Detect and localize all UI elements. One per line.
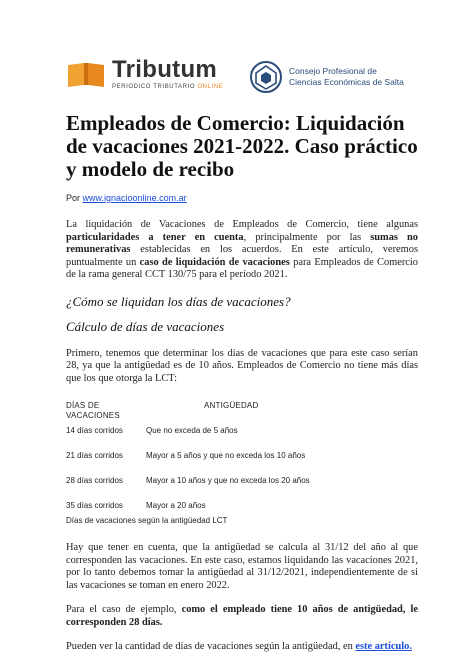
section-heading-calc: Cálculo de días de vacaciones (66, 318, 225, 334)
calc-paragraph: Primero, tenemos que determinar los días de vacaciones que para este caso serían 28, ya que la antigüedad es de 10 años. Empleados de Comercio no tiene más días que los que otorga la LCT: (66, 347, 418, 384)
table-caption: Días de vacaciones según la antigüedad LCT (66, 516, 228, 525)
document-header (66, 58, 426, 102)
cpce-name-line2: Ciencias Económicas de Salta (289, 77, 404, 87)
article-body (66, 112, 418, 654)
tributum-logo (66, 58, 223, 90)
section-heading-how: ¿Cómo se liquidan los días de vacaciones? (66, 293, 291, 309)
article-link[interactable]: este artículo. (355, 641, 412, 652)
table-row: 35 días corridos Mayor a 20 años (66, 501, 206, 510)
cpce-emblem-icon (249, 60, 283, 94)
byline-link[interactable]: www.ignacioonline.com.ar (82, 193, 187, 203)
example-paragraph: Para el caso de ejemplo, como el empleado tiene 10 años de antigüedad, le corresponden 28 días. (66, 604, 418, 628)
byline: Por www.ignacioonline.com.ar (66, 193, 187, 203)
open-book-icon (66, 59, 106, 89)
brand-name: Tributum (112, 56, 218, 83)
brand-tagline: PERIODICO TRIBUTARIO ONLINE (112, 84, 224, 90)
header-days: DÍAS DE VACACIONES (66, 401, 120, 420)
intro-paragraph: La liquidación de Vacaciones de Empleados de Comercio, tiene algunas particularidades a tener en cuenta, principalmente por las sumas no remunerativas establecidas en los acuerdos. En este artículo, veremos puntualmente un caso de liquidación de vacaciones para Empleados de Comercio de la rama general CCT 130/75 para el período 2021. (66, 219, 418, 280)
table-row: 14 días corridos Que no exceda de 5 años (66, 426, 238, 435)
header-seniority: ANTIGÜEDAD (204, 401, 259, 410)
link-paragraph: Pueden ver la cantidad de días de vacaciones según la antigüedad, en este artículo. (66, 641, 412, 652)
table-row: 28 días corridos Mayor a 10 años y que no exceda los 20 años (66, 476, 310, 485)
article-title: Empleados de Comercio: Liquidación de vacaciones 2021-2022. Caso práctico y modelo de recibo (66, 111, 418, 181)
cpce-name-line1: Consejo Profesional de (289, 66, 377, 76)
seniority-paragraph: Hay que tener en cuenta, que la antigüedad se calcula al 31/12 del año al que corresponden las vacaciones. En este caso, estamos liquidando las vacaciones 2021, por lo tanto debemos tomar la antigüedad al 31/12/2021, independientemente de si las vacaciones se toman en enero 2022. (66, 542, 418, 591)
vacation-days-table (66, 401, 418, 526)
table-header-row (66, 401, 418, 420)
cpce-logo (249, 60, 404, 94)
table-row: 21 días corridos Mayor a 5 años y que no exceda los 10 años (66, 451, 306, 460)
